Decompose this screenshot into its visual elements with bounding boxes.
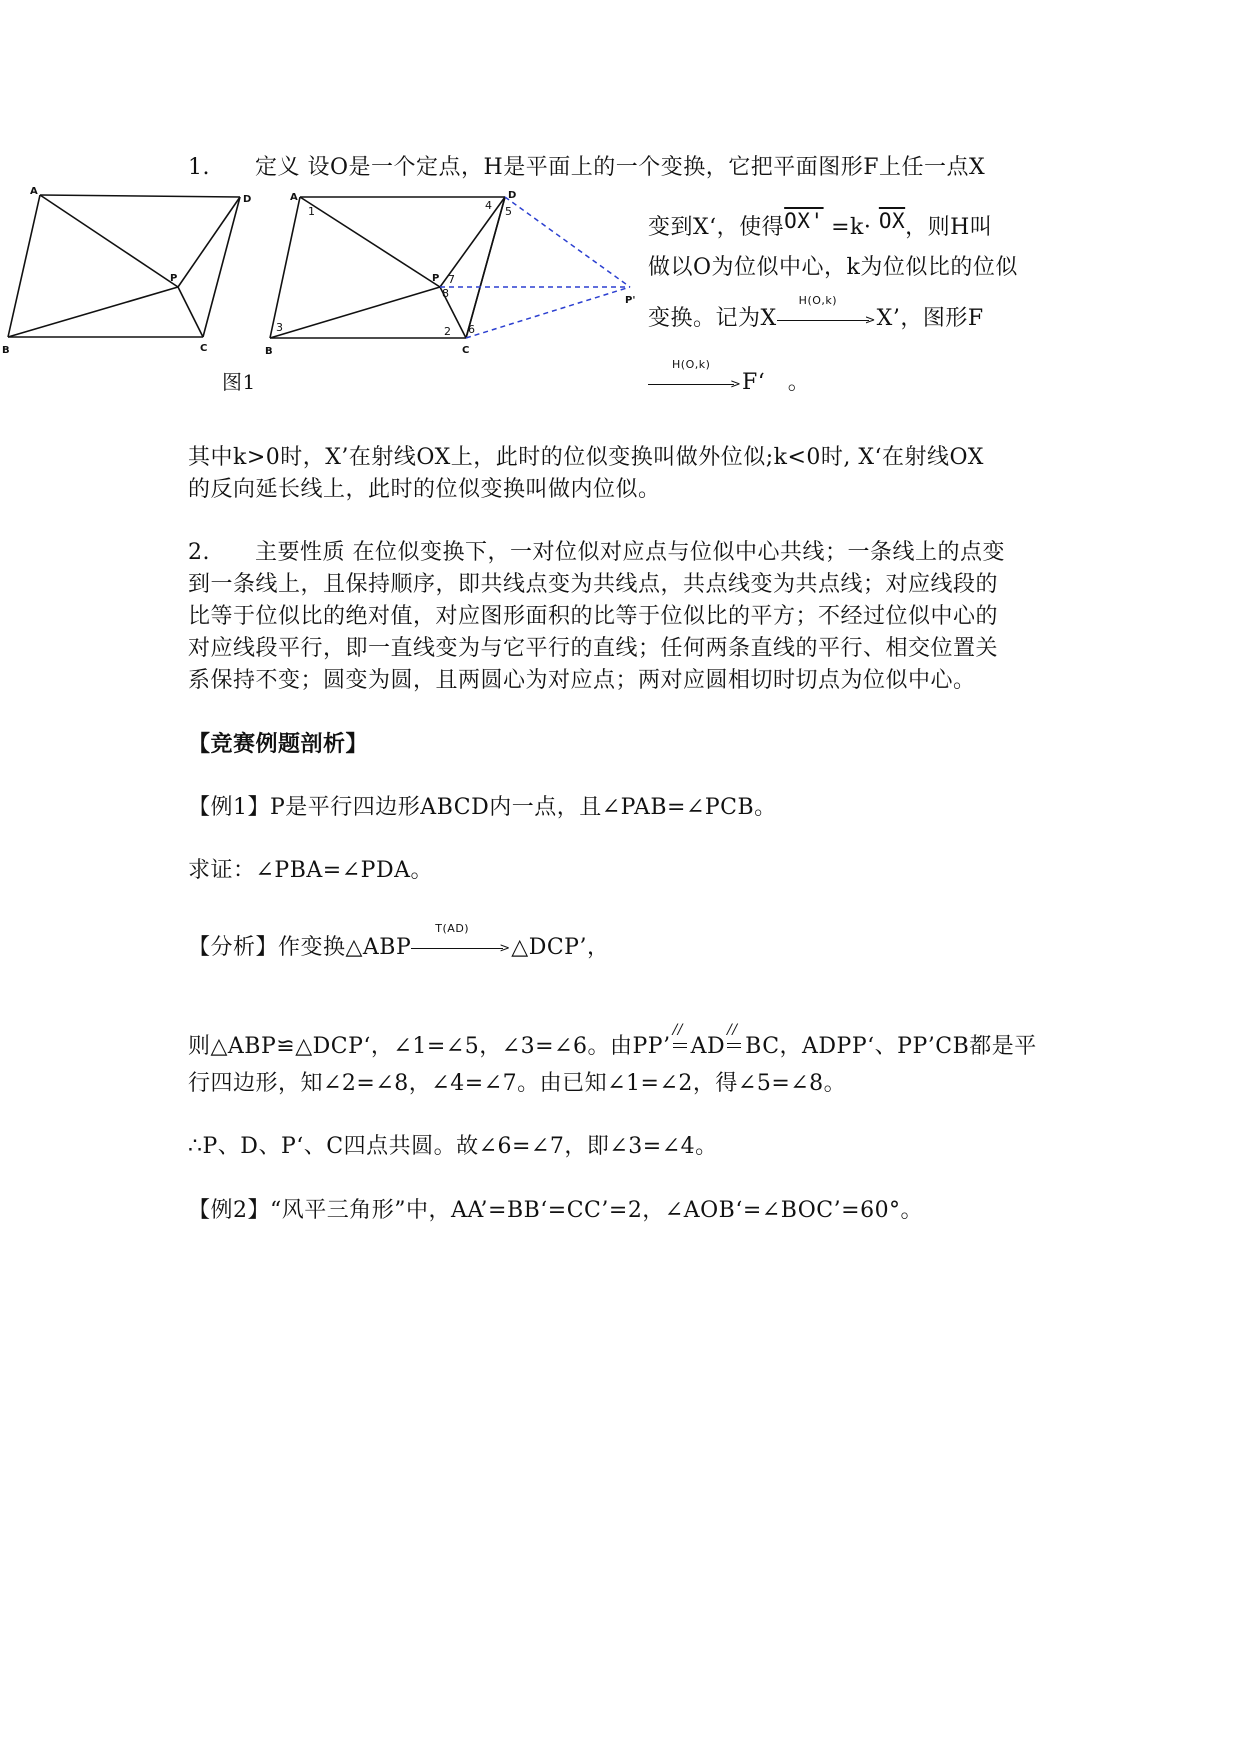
- parallel-equal-mark-1: [671, 1022, 691, 1057]
- vector-ox-prime: OX': [784, 209, 824, 233]
- definition-line-4: [648, 294, 984, 335]
- parallelogram-1: [8, 195, 240, 337]
- label-D1: D: [243, 194, 252, 205]
- parallel-mark-2: //: [727, 1022, 738, 1038]
- definition-line-3: 做以O为位似中心，k为位似比的位似: [648, 255, 1018, 280]
- label-P-prime: P': [625, 295, 636, 306]
- label-C1: C: [200, 343, 208, 354]
- label-P1: P: [170, 273, 178, 284]
- angle-label-1: 1: [308, 205, 315, 218]
- definition-line-5: [648, 358, 811, 399]
- angle-label-7: 7: [448, 273, 455, 286]
- angle-label-4: 4: [485, 199, 492, 212]
- proof-line-3: ∴P、D、P‘、C四点共圆。故∠6=∠7，即∠3=∠4。: [188, 1134, 718, 1159]
- properties-line-2: 到一条线上，且保持顺序，即共线点变为共线点，共点线变为共点线；对应线段的: [188, 572, 999, 597]
- definition-line-1: 1. 定义 设O是一个定点，H是平面上的一个变换，它把平面图形F上任一点X: [188, 155, 986, 180]
- label-C2: C: [462, 345, 470, 356]
- proof-line-1: [188, 1022, 1037, 1063]
- angle-label-5: 5: [505, 205, 512, 218]
- angle-label-8: 8: [442, 287, 449, 300]
- example-1-statement: 【例1】P是平行四边形ABCD内一点，且∠PAB=∠PCB。: [188, 795, 777, 820]
- proof-line-2: 行四边形，知∠2=∠8，∠4=∠7。由已知∠1=∠2，得∠5=∠8。: [188, 1071, 847, 1096]
- mapping-arrow-2-label: H(O,k): [672, 358, 711, 371]
- paragraph-k-line-1: 其中k>0时，X’在射线OX上，此时的位似变换叫做外位似;k<0时, X‘在射线OX: [188, 445, 984, 470]
- proof-line-1-b: BC，ADPP‘、PP’CB都是平: [745, 1034, 1037, 1059]
- section-heading: 【竞赛例题剖析】: [188, 731, 369, 757]
- line5-suffix: F‘ 。: [742, 370, 811, 395]
- parallel-equal-mark-2: [725, 1022, 745, 1057]
- figure-1: [0, 185, 640, 395]
- line4-prefix: 变换。记为X: [648, 306, 777, 331]
- example-1-analysis: [188, 922, 610, 964]
- figure-caption: 图1: [222, 370, 256, 394]
- label-B2: B: [265, 346, 273, 357]
- proof-line-1-a: 则△ABP≌△DCP‘，∠1=∠5，∠3=∠6。由PP’: [188, 1034, 671, 1059]
- translation-arrow-label: T(AD): [435, 922, 470, 935]
- line2-suffix: ，则H叫: [905, 215, 993, 240]
- analysis-suffix: △DCP’，: [511, 935, 610, 960]
- properties-line-5: 系保持不变；圆变为圆，且两圆心为对应点；两对应圆相切时切点为位似中心。: [188, 668, 976, 693]
- angle-label-6: 6: [468, 323, 475, 336]
- angle-label-2: 2: [444, 325, 451, 338]
- parallel-mark-1: //: [672, 1022, 684, 1038]
- vector-ox: $\overline{OX}$: [878, 209, 906, 233]
- definition-line-2: [648, 205, 992, 244]
- line2-mid: =k·: [831, 215, 872, 240]
- mapping-arrow-2: H(O,k) >: [648, 373, 742, 393]
- mapping-arrow-1-label: H(O,k): [798, 294, 838, 307]
- proof-line-1-ad: AD: [690, 1034, 726, 1059]
- label-B1: B: [2, 345, 10, 356]
- angle-label-3: 3: [276, 321, 283, 334]
- example-2-statement: 【例2】“风平三角形”中，AA’=BB‘=CC’=2，∠AOB‘=∠BOC’=60°。: [188, 1198, 924, 1223]
- properties-line-4: 对应线段平行，即一直线变为与它平行的直线；任何两条直线的平行、相交位置关: [188, 636, 999, 661]
- parallelogram-2: [270, 197, 505, 338]
- properties-line-3: 比等于位似比的绝对值，对应图形面积的比等于位似比的平方；不经过位似中心的: [188, 604, 999, 629]
- paragraph-k-line-2: 的反向延长线上，此时的位似变换叫做内位似。: [188, 477, 661, 502]
- example-1-prove: 求证：∠PBA=∠PDA。: [188, 858, 433, 883]
- label-A1: A: [30, 186, 38, 197]
- properties-line-1: 2. 主要性质 在位似变换下，一对位似对应点与位似中心共线；一条线上的点变: [188, 540, 1005, 565]
- label-A2: A: [290, 192, 298, 203]
- mapping-arrow-1: H(O,k) >: [777, 309, 877, 329]
- translation-arrow: T(AD) >: [411, 937, 511, 959]
- line4-suffix: X’，图形F: [876, 306, 984, 331]
- dashed-lines-to-p-prime: [440, 197, 630, 338]
- label-P2: P: [432, 273, 440, 284]
- analysis-prefix: 【分析】作变换△ABP: [188, 935, 412, 960]
- line2-prefix: 变到X‘，使得: [648, 215, 785, 240]
- label-D2: D: [508, 190, 517, 201]
